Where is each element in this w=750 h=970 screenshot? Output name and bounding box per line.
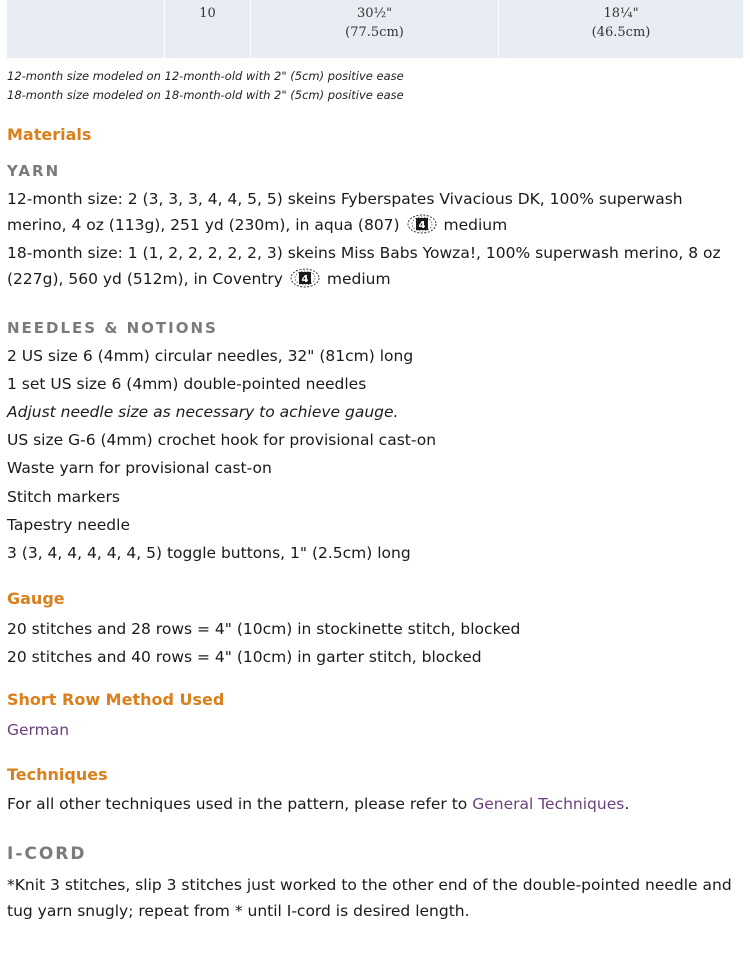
length-inches: 18¼": [603, 6, 639, 21]
needles-heading: NEEDLES & NOTIONS: [7, 319, 218, 337]
table-cell-blank: [7, 0, 164, 58]
table-cell-chest: [250, 0, 498, 58]
needles-item: Stitch markers: [7, 488, 120, 506]
short-row-heading: Short Row Method Used: [7, 690, 225, 709]
short-row-value: German: [7, 721, 70, 739]
needles-item: 1 set US size 6 (4mm) double-pointed needles: [7, 375, 367, 393]
yarn-weight-number: 4: [301, 274, 309, 285]
icord-heading: I-CORD: [7, 844, 87, 864]
size-table: [7, 0, 743, 58]
needles-item: Adjust needle size as necessary to achieve gauge.: [7, 403, 399, 421]
yarn-12-text: 12-month size: 2 (3, 3, 3, 4, 4, 5, 5) skeins Fyberspates Vivacious DK, 100% superwash merino, 4 oz (113g), 251 yd (230m), in aqua (807): [7, 190, 683, 234]
chest-inches: 30½": [356, 6, 393, 21]
icord-text: *Knit 3 stitches, slip 3 stitches just worked to the other end of the double-pointed needle and tug yarn snugly; repeat from * until I-cord is desired length.: [7, 876, 732, 920]
general-techniques-link[interactable]: General Techniques: [472, 795, 625, 813]
size-note-18: 18-month size modeled on 18-month-old with 2" (5cm) positive ease: [7, 88, 404, 102]
yarn-heading: YARN: [7, 162, 61, 180]
length-cm: (46.5cm): [591, 25, 651, 40]
techniques-text-before: For all other techniques used in the pattern, please refer to: [7, 795, 473, 813]
gauge-line: 20 stitches and 40 rows = 4" (10cm) in garter stitch, blocked: [7, 648, 482, 666]
yarn-weight-number: 4: [418, 220, 426, 231]
techniques-text-after: .: [624, 795, 630, 813]
yarn-18-month: [7, 240, 743, 292]
table-cell-length: [498, 0, 743, 58]
table-cell-size: [164, 0, 250, 58]
chest-cm: (77.5cm): [345, 25, 404, 40]
yarn-12-weight: medium: [443, 216, 508, 234]
yarn-weight-4-icon: [290, 268, 320, 288]
needles-item: 2 US size 6 (4mm) circular needles, 32" (81cm) long: [7, 347, 414, 365]
needles-item: Tapestry needle: [7, 516, 130, 534]
needles-item: 3 (3, 4, 4, 4, 4, 4, 5) toggle buttons, 1" (2.5cm) long: [7, 544, 411, 562]
yarn-12-month: [7, 186, 743, 238]
yarn-18-text: 18-month size: 1 (1, 2, 2, 2, 2, 2, 3) skeins Miss Babs Yowza!, 100% superwash merino, 8 oz (227g), 560 yd (512m), in Coventry: [7, 244, 721, 288]
size-value: 10: [199, 6, 216, 21]
gauge-line: 20 stitches and 28 rows = 4" (10cm) in stockinette stitch, blocked: [7, 620, 521, 638]
techniques-heading: Techniques: [7, 765, 108, 784]
techniques-text: [7, 791, 743, 817]
size-note-12: 12-month size modeled on 12-month-old with 2" (5cm) positive ease: [7, 69, 404, 83]
needles-item: US size G-6 (4mm) crochet hook for provisional cast-on: [7, 431, 437, 449]
needles-item: Waste yarn for provisional cast-on: [7, 459, 272, 477]
yarn-18-weight: medium: [326, 270, 391, 288]
materials-heading: Materials: [7, 125, 92, 144]
yarn-weight-4-icon: [407, 214, 437, 234]
gauge-heading: Gauge: [7, 589, 65, 608]
